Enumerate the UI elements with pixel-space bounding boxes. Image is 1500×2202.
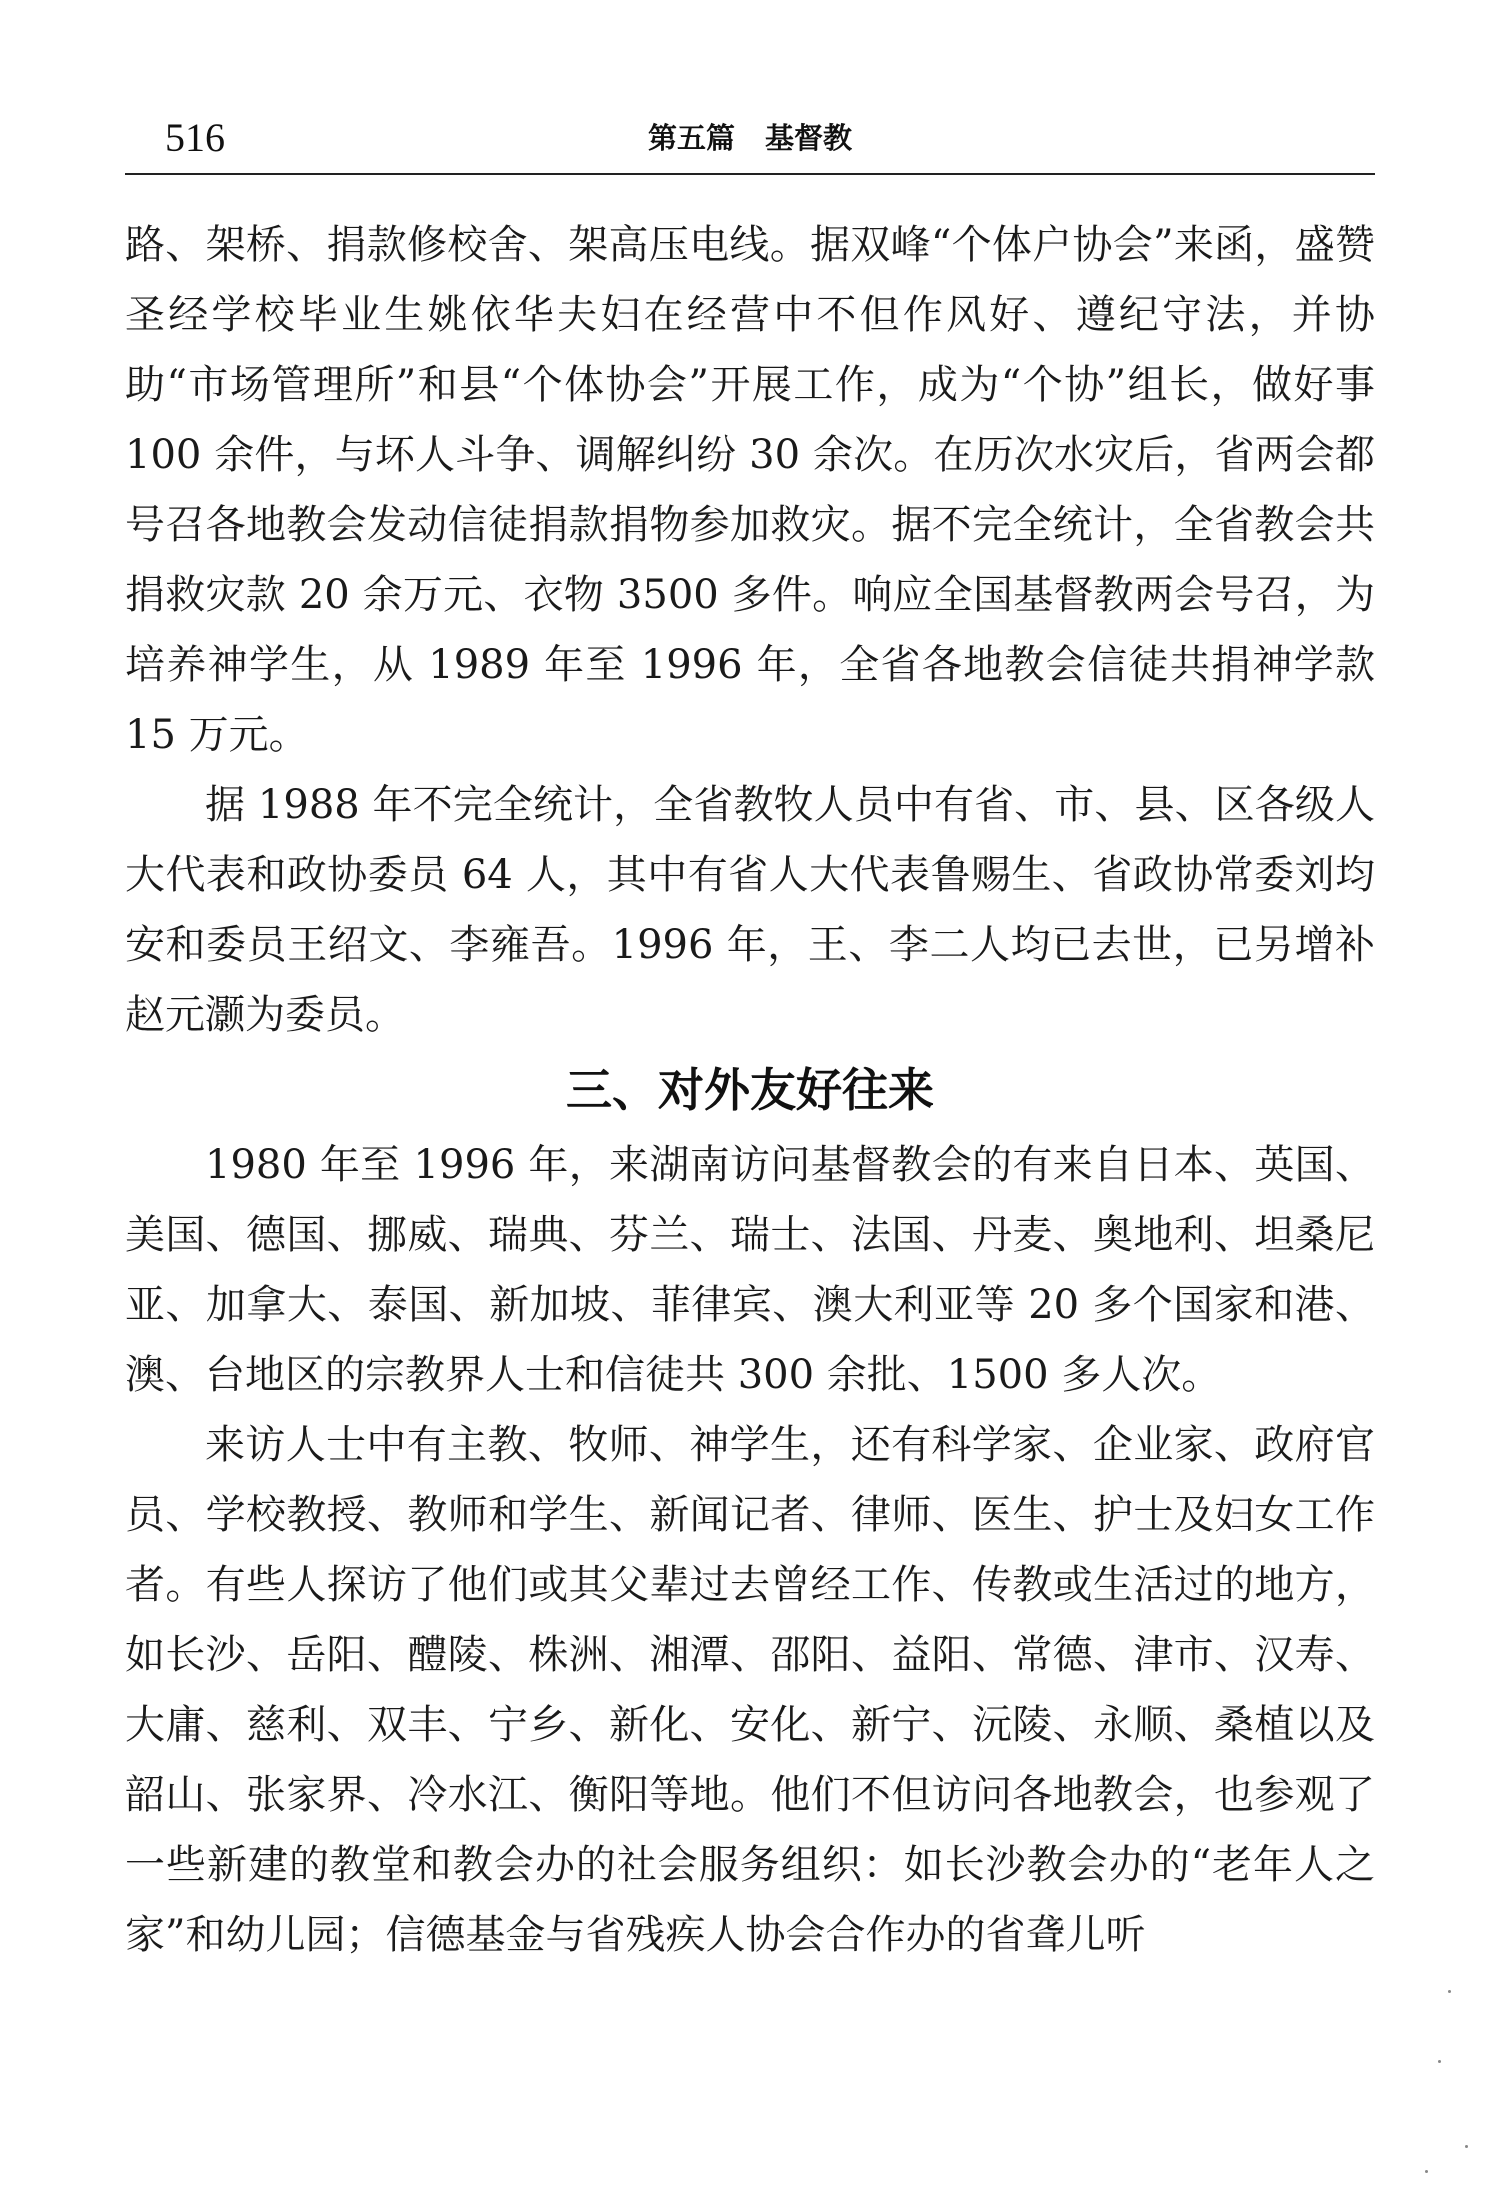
scan-speck — [1465, 2145, 1468, 2148]
paragraph-visitors-detail: 来访人士中有主教、牧师、神学生，还有科学家、企业家、政府官员、学校教授、教师和学生、新闻记者、律师、医生、护士及妇女工作者。有些人探访了他们或其父辈过去曾经工作、传教或生活过的地方，如长沙、岳阳、醴陵、株洲、湘潭、邵阳、益阳、常德、津市、汉寿、大庸、慈利、双丰、宁乡、新化、安化、新宁、沅陵、永顺、桑植以及韶山、张家界、冷水江、衡阳等地。他们不但访问各地教会，也参观了一些新建的教堂和教会办的社会服务组织：如长沙教会办的“老年人之家”和幼儿园；信德基金与省残疾人协会合作办的省聋儿听 — [125, 1422, 1375, 1958]
scan-speck — [1448, 1990, 1451, 1993]
running-title — [125, 108, 1375, 168]
body-text — [125, 210, 1375, 1970]
running-header — [125, 108, 1375, 168]
paragraph-visitors-count: 1980 年至 1996 年，来湖南访问基督教会的有来自日本、英国、美国、德国、挪威、瑞典、芬兰、瑞士、法国、丹麦、奥地利、坦桑尼亚、加拿大、泰国、新加坡、菲律宾、澳大利亚等 20 多个国家和港、澳、台地区的宗教界人士和信徒共 300 余批、1500 多人次。 — [125, 1142, 1375, 1398]
scan-speck — [1438, 2060, 1441, 2063]
paragraph-representatives: 据 1988 年不完全统计，全省教牧人员中有省、市、县、区各级人大代表和政协委员 64 人，其中有省人大代表鲁赐生、省政协常委刘均安和委员王绍文、李雍吾。1996 年，王、李二人均已去世，已另增补赵元灏为委员。 — [125, 782, 1375, 1038]
paragraph-continued: 路、架桥、捐款修校舍、架高压电线。据双峰“个体户协会”来函，盛赞圣经学校毕业生姚依华夫妇在经营中不但作风好、遵纪守法，并协助“市场管理所”和县“个体协会”开展工作，成为“个协”组长，做好事 100 余件，与坏人斗争、调解纠纷 30 余次。在历次水灾后，省两会都号召各地教会发动信徒捐款捐物参加救灾。据不完全统计，全省教会共捐救灾款 20 余万元、衣物 3500 多件。响应全国基督教两会号召，为培养神学生，从 1989 年至 1996 年，全省各地教会信徒共捐神学款 15 万元。 — [125, 222, 1375, 758]
header-rule — [125, 173, 1375, 175]
section-heading: 三、对外友好往来 — [566, 1063, 934, 1117]
chapter-title: 基督教 — [765, 121, 853, 155]
page-number: 516 — [165, 115, 225, 160]
scan-speck — [1425, 2170, 1428, 2173]
part-label: 第五篇 — [647, 121, 735, 155]
